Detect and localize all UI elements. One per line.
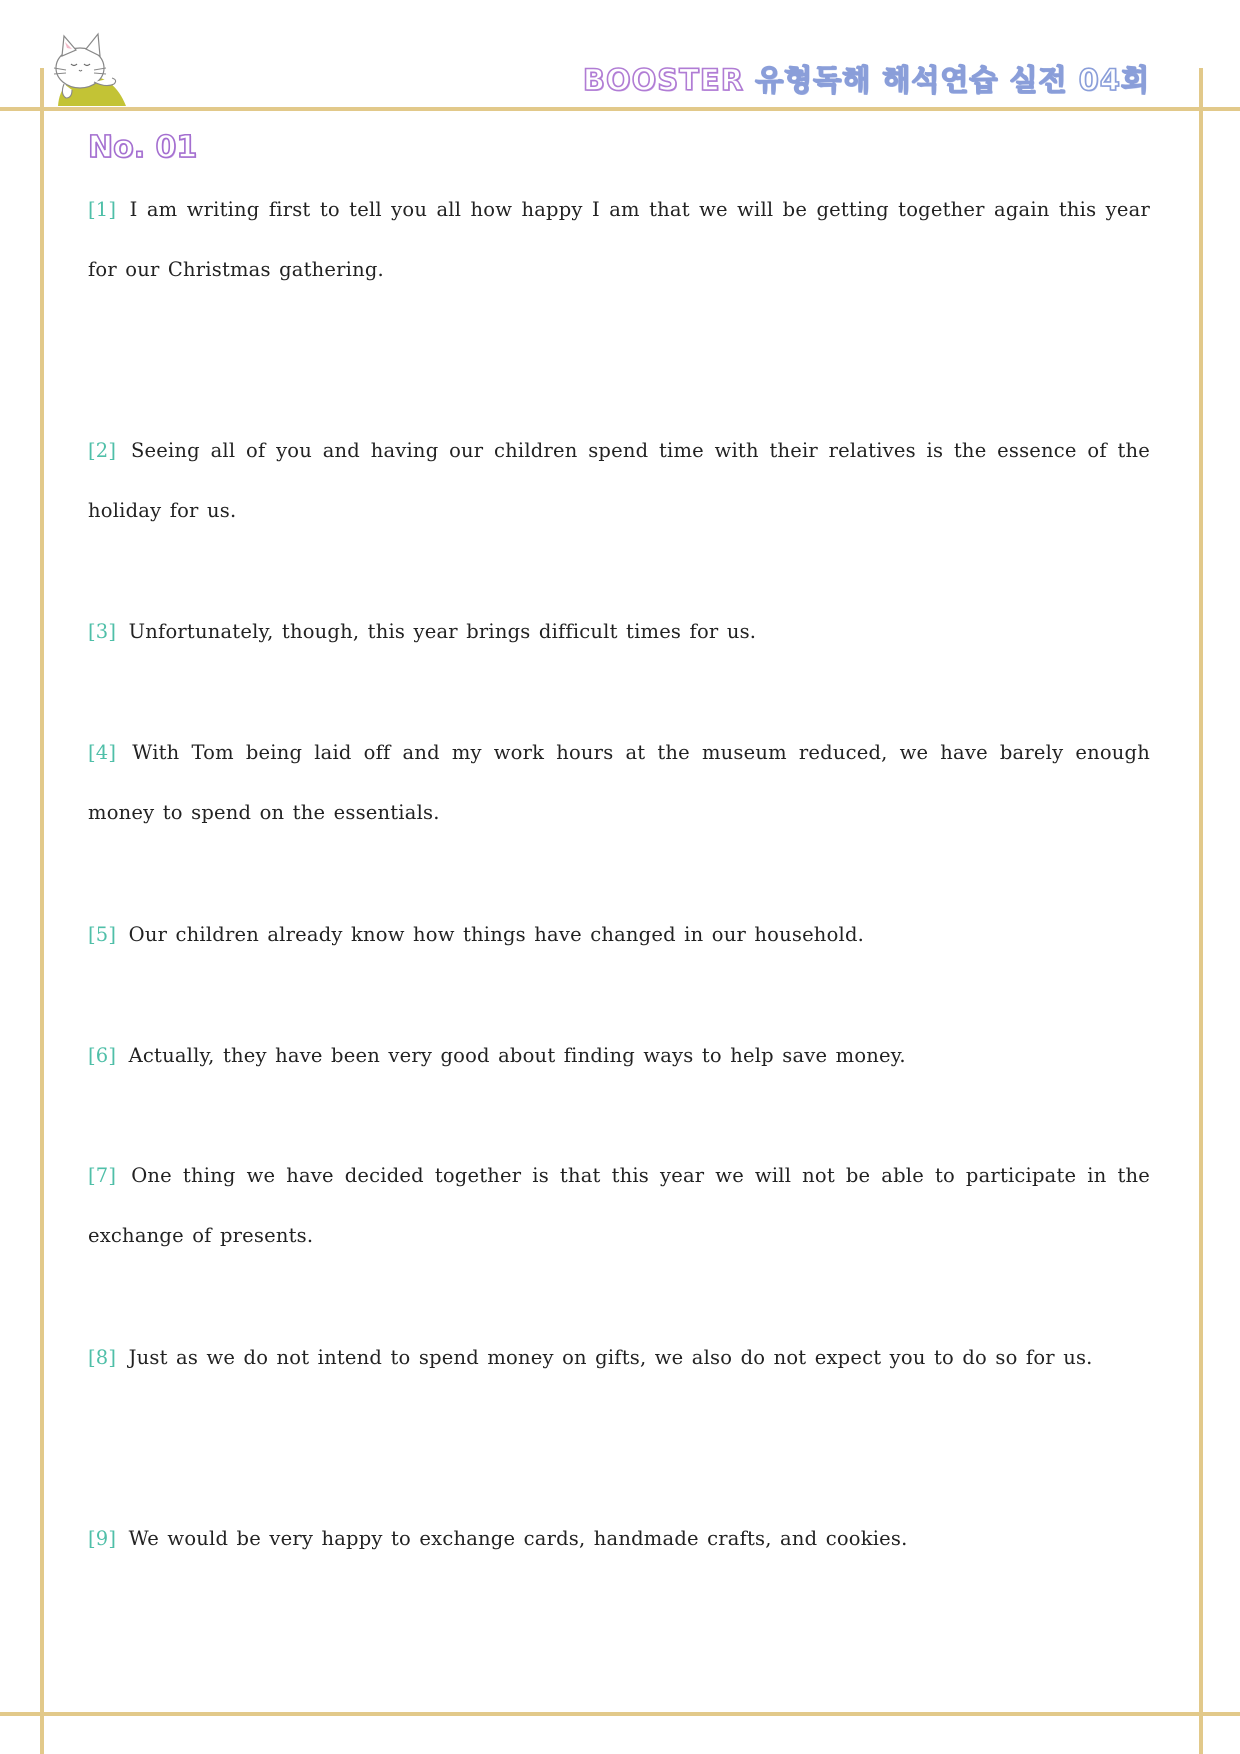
header-divider [0,107,1240,111]
title-subtitle: 유형독해 해석연습 실전 04회 [755,63,1150,97]
worksheet-title [583,58,1150,99]
sentence-number: [4] [88,741,117,764]
sentence-number: [9] [88,1527,117,1550]
sentence-4 [88,723,1150,843]
question-number: No. 01 [88,130,198,165]
sentence-text: We would be very happy to exchange cards, handmade crafts, and cookies. [128,1527,908,1550]
sentence-3 [88,602,1150,662]
sentence-8 [88,1328,1150,1388]
sentence-6 [88,1026,1150,1086]
sentence-9 [88,1509,1150,1569]
sentence-text: I am writing first to tell you all how happy I am that we will be getting together again this year for our Christmas gathering. [88,198,1150,281]
sentence-text: Actually, they have been very good about finding ways to help save money. [128,1044,906,1067]
sentence-text: Our children already know how things have changed in our household. [128,923,865,946]
sentence-text: With Tom being laid off and my work hours at the museum reduced, we have barely enough money to spend on the essentials. [88,741,1150,824]
left-border [40,68,44,1754]
sentence-number: [6] [88,1044,117,1067]
title-brand: BOOSTER [582,63,756,97]
right-border [1199,68,1203,1754]
sentence-number: [1] [88,198,117,221]
sentence-number: [8] [88,1346,117,1369]
cat-mascot-icon [44,28,134,106]
sentence-text: Just as we do not intend to spend money on gifts, we also do not expect you to do so for us. [128,1346,1093,1369]
sentence-text: Seeing all of you and having our children spend time with their relatives is the essence of the holiday for us. [88,439,1150,522]
sentence-number: [7] [88,1164,117,1187]
sentence-text: Unfortunately, though, this year brings difficult times for us. [128,620,757,643]
sentence-number: [3] [88,620,117,643]
sentence-2 [88,421,1150,541]
footer-divider [0,1712,1240,1716]
sentence-text: One thing we have decided together is that this year we will not be able to participate in the exchange of presents. [88,1164,1150,1247]
sentence-7 [88,1146,1150,1266]
sentence-1 [88,180,1150,300]
sentence-number: [5] [88,923,117,946]
sentence-5 [88,905,1150,965]
sentence-number: [2] [88,439,117,462]
